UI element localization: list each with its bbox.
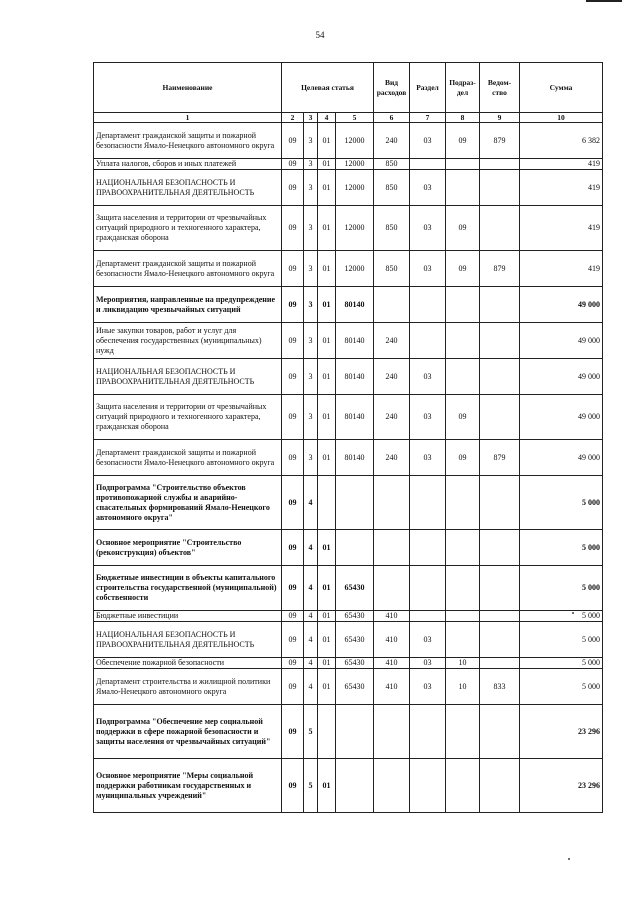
row-event-code: 01	[318, 287, 336, 323]
row-sum: 49 000	[520, 323, 603, 359]
scan-speck	[568, 858, 570, 860]
row-subprogram-code: 3	[304, 395, 318, 440]
table-row	[94, 440, 603, 476]
row-program-code: 09	[282, 476, 304, 530]
table-row	[94, 359, 603, 395]
row-subprogram-code: 5	[304, 705, 318, 759]
row-podrazdel: 09	[446, 251, 480, 287]
row-podrazdel	[446, 159, 480, 170]
row-vedomstvo	[480, 611, 520, 622]
row-name: Департамент гражданской защиты и пожарной безопасности Ямало-Ненецкого автономного округа	[94, 251, 282, 287]
row-program-code: 09	[282, 206, 304, 251]
row-event-code: 01	[318, 440, 336, 476]
row-vedomstvo: 879	[480, 440, 520, 476]
row-vedomstvo	[480, 658, 520, 669]
row-subprogram-code: 5	[304, 759, 318, 813]
header-razdel: Раздел	[410, 63, 446, 113]
row-direction-code: 80140	[336, 395, 374, 440]
row-vedomstvo	[480, 395, 520, 440]
row-program-code: 09	[282, 658, 304, 669]
table-row	[94, 658, 603, 669]
table-row	[94, 622, 603, 658]
row-direction-code: 80140	[336, 287, 374, 323]
column-number: 8	[446, 113, 480, 123]
table-header-row	[94, 63, 603, 113]
row-vid-raskhodov	[374, 705, 410, 759]
row-name: Иные закупки товаров, работ и услуг для обеспечения государственных (муниципальных) нужд	[94, 323, 282, 359]
row-event-code: 01	[318, 170, 336, 206]
row-sum: 49 000	[520, 359, 603, 395]
row-program-code: 09	[282, 622, 304, 658]
row-vid-raskhodov: 850	[374, 159, 410, 170]
row-subprogram-code: 4	[304, 530, 318, 566]
table-row	[94, 206, 603, 251]
row-subprogram-code: 4	[304, 611, 318, 622]
row-vid-raskhodov: 240	[374, 123, 410, 159]
row-program-code: 09	[282, 705, 304, 759]
row-vid-raskhodov	[374, 566, 410, 611]
row-subprogram-code: 4	[304, 658, 318, 669]
table-row	[94, 611, 603, 622]
column-number: 6	[374, 113, 410, 123]
row-podrazdel: 10	[446, 669, 480, 705]
row-program-code: 09	[282, 566, 304, 611]
table-row	[94, 669, 603, 705]
row-podrazdel	[446, 476, 480, 530]
row-event-code: 01	[318, 658, 336, 669]
row-program-code: 09	[282, 251, 304, 287]
row-razdel: 03	[410, 395, 446, 440]
row-name: Бюджетные инвестиции в объекты капитального строительства государственной (муниципальной) собственности	[94, 566, 282, 611]
row-subprogram-code: 3	[304, 440, 318, 476]
row-program-code: 09	[282, 759, 304, 813]
header-vid-raskhodov: Вид расходов	[374, 63, 410, 113]
row-direction-code: 12000	[336, 170, 374, 206]
row-subprogram-code: 3	[304, 287, 318, 323]
row-vedomstvo	[480, 323, 520, 359]
row-sum: 5 000	[520, 476, 603, 530]
row-name: Обеспечение пожарной безопасности	[94, 658, 282, 669]
row-vid-raskhodov: 410	[374, 611, 410, 622]
row-vid-raskhodov: 410	[374, 622, 410, 658]
row-subprogram-code: 3	[304, 359, 318, 395]
row-vedomstvo: 879	[480, 251, 520, 287]
row-vedomstvo	[480, 476, 520, 530]
row-vid-raskhodov	[374, 759, 410, 813]
row-name: Подпрограмма "Обеспечение мер социальной поддержки в сфере пожарной безопасности и защиты населения от чрезвычайных ситуаций"	[94, 705, 282, 759]
row-direction-code: 65430	[336, 566, 374, 611]
row-razdel	[410, 530, 446, 566]
row-name: Защита населения и территории от чрезвычайных ситуаций природного и техногенного характера, гражданская оборона	[94, 395, 282, 440]
row-sum: 49 000	[520, 287, 603, 323]
corner-scan-mark	[586, 0, 622, 2]
header-vedomstvo: Ведом-ство	[480, 63, 520, 113]
row-direction-code: 12000	[336, 251, 374, 287]
row-vid-raskhodov: 850	[374, 170, 410, 206]
row-program-code: 09	[282, 159, 304, 170]
header-summa: Сумма	[520, 63, 603, 113]
row-razdel	[410, 323, 446, 359]
row-vedomstvo	[480, 359, 520, 395]
row-sum: 5 000	[520, 566, 603, 611]
row-name: Уплата налогов, сборов и иных платежей	[94, 159, 282, 170]
row-direction-code: 80140	[336, 359, 374, 395]
row-razdel	[410, 476, 446, 530]
row-subprogram-code: 3	[304, 170, 318, 206]
row-program-code: 09	[282, 123, 304, 159]
header-podrazdel: Подраз-дел	[446, 63, 480, 113]
row-sum: 419	[520, 251, 603, 287]
row-sum: 5 000	[520, 611, 603, 622]
row-razdel: 03	[410, 359, 446, 395]
row-vid-raskhodov: 850	[374, 206, 410, 251]
row-name: Основное мероприятие "Меры социальной поддержки работникам государственных и муниципальных учреждений"	[94, 759, 282, 813]
row-vid-raskhodov: 240	[374, 359, 410, 395]
row-razdel: 03	[410, 251, 446, 287]
row-sum: 49 000	[520, 395, 603, 440]
row-razdel: 03	[410, 206, 446, 251]
row-event-code: 01	[318, 359, 336, 395]
row-razdel: 03	[410, 622, 446, 658]
row-subprogram-code: 3	[304, 251, 318, 287]
row-direction-code	[336, 759, 374, 813]
row-program-code: 09	[282, 359, 304, 395]
row-name: НАЦИОНАЛЬНАЯ БЕЗОПАСНОСТЬ И ПРАВООХРАНИТЕЛЬНАЯ ДЕЯТЕЛЬНОСТЬ	[94, 359, 282, 395]
budget-table	[93, 62, 603, 813]
row-direction-code	[336, 705, 374, 759]
column-number-row	[94, 113, 603, 123]
row-direction-code: 65430	[336, 658, 374, 669]
row-podrazdel	[446, 323, 480, 359]
row-vedomstvo	[480, 759, 520, 813]
row-vid-raskhodov: 240	[374, 323, 410, 359]
table-row	[94, 530, 603, 566]
row-subprogram-code: 3	[304, 323, 318, 359]
table-row	[94, 476, 603, 530]
row-podrazdel: 09	[446, 395, 480, 440]
row-vid-raskhodov: 410	[374, 658, 410, 669]
row-razdel	[410, 287, 446, 323]
row-podrazdel	[446, 359, 480, 395]
table-body	[94, 123, 603, 813]
row-direction-code: 65430	[336, 611, 374, 622]
row-program-code: 09	[282, 323, 304, 359]
row-vedomstvo	[480, 287, 520, 323]
row-event-code: 01	[318, 530, 336, 566]
row-vid-raskhodov: 240	[374, 395, 410, 440]
row-direction-code: 80140	[336, 440, 374, 476]
row-razdel	[410, 159, 446, 170]
row-direction-code: 80140	[336, 323, 374, 359]
row-direction-code: 65430	[336, 622, 374, 658]
row-sum: 419	[520, 159, 603, 170]
row-name: НАЦИОНАЛЬНАЯ БЕЗОПАСНОСТЬ И ПРАВООХРАНИТЕЛЬНАЯ ДЕЯТЕЛЬНОСТЬ	[94, 170, 282, 206]
row-razdel: 03	[410, 170, 446, 206]
row-event-code: 01	[318, 123, 336, 159]
row-subprogram-code: 3	[304, 159, 318, 170]
row-vedomstvo	[480, 705, 520, 759]
row-subprogram-code: 3	[304, 206, 318, 251]
row-podrazdel	[446, 566, 480, 611]
row-event-code	[318, 476, 336, 530]
column-number: 7	[410, 113, 446, 123]
row-sum: 5 000	[520, 622, 603, 658]
row-event-code: 01	[318, 251, 336, 287]
row-sum: 23 296	[520, 759, 603, 813]
row-vedomstvo	[480, 622, 520, 658]
row-subprogram-code: 4	[304, 566, 318, 611]
row-name: Департамент гражданской защиты и пожарной безопасности Ямало-Ненецкого автономного округа	[94, 440, 282, 476]
table-row	[94, 566, 603, 611]
table-row	[94, 123, 603, 159]
row-event-code: 01	[318, 159, 336, 170]
row-event-code: 01	[318, 669, 336, 705]
row-subprogram-code: 4	[304, 622, 318, 658]
row-podrazdel: 09	[446, 123, 480, 159]
row-razdel: 03	[410, 669, 446, 705]
row-program-code: 09	[282, 170, 304, 206]
column-number: 10	[520, 113, 603, 123]
row-podrazdel	[446, 611, 480, 622]
table-row	[94, 287, 603, 323]
scan-speck	[572, 612, 574, 614]
row-direction-code: 65430	[336, 669, 374, 705]
row-event-code	[318, 705, 336, 759]
table-row	[94, 705, 603, 759]
column-number: 4	[318, 113, 336, 123]
row-razdel	[410, 759, 446, 813]
row-vid-raskhodov	[374, 530, 410, 566]
row-program-code: 09	[282, 395, 304, 440]
row-program-code: 09	[282, 440, 304, 476]
row-direction-code: 12000	[336, 206, 374, 251]
column-number: 3	[304, 113, 318, 123]
row-sum: 49 000	[520, 440, 603, 476]
row-vedomstvo	[480, 159, 520, 170]
row-name: Департамент строительства и жилищной политики Ямало-Ненецкого автономного округа	[94, 669, 282, 705]
row-vid-raskhodov	[374, 476, 410, 530]
row-name: НАЦИОНАЛЬНАЯ БЕЗОПАСНОСТЬ И ПРАВООХРАНИТЕЛЬНАЯ ДЕЯТЕЛЬНОСТЬ	[94, 622, 282, 658]
column-number: 2	[282, 113, 304, 123]
row-sum: 5 000	[520, 669, 603, 705]
row-subprogram-code: 4	[304, 476, 318, 530]
row-podrazdel	[446, 622, 480, 658]
row-sum: 5 000	[520, 658, 603, 669]
row-vedomstvo	[480, 566, 520, 611]
column-number: 5	[336, 113, 374, 123]
row-razdel	[410, 566, 446, 611]
row-name: Департамент гражданской защиты и пожарной безопасности Ямало-Ненецкого автономного округа	[94, 123, 282, 159]
row-podrazdel	[446, 530, 480, 566]
row-event-code: 01	[318, 566, 336, 611]
row-podrazdel: 09	[446, 206, 480, 251]
row-vedomstvo: 879	[480, 123, 520, 159]
table-row	[94, 323, 603, 359]
page-number: 54	[315, 30, 325, 40]
row-event-code: 01	[318, 323, 336, 359]
row-razdel: 03	[410, 440, 446, 476]
row-podrazdel: 09	[446, 440, 480, 476]
row-subprogram-code: 3	[304, 123, 318, 159]
row-vid-raskhodov: 240	[374, 440, 410, 476]
header-name: Наименование	[94, 63, 282, 113]
row-podrazdel	[446, 170, 480, 206]
row-vedomstvo	[480, 530, 520, 566]
row-name: Подпрограмма "Строительство объектов противопожарной службы и аварийно-спасательных формирований Ямало-Ненецкого автономного округа"	[94, 476, 282, 530]
table-row	[94, 395, 603, 440]
row-name: Основное мероприятие "Строительство (реконструкция) объектов"	[94, 530, 282, 566]
row-vedomstvo	[480, 170, 520, 206]
row-podrazdel	[446, 287, 480, 323]
row-subprogram-code: 4	[304, 669, 318, 705]
row-program-code: 09	[282, 669, 304, 705]
row-name: Бюджетные инвестиции	[94, 611, 282, 622]
row-podrazdel	[446, 705, 480, 759]
row-program-code: 09	[282, 287, 304, 323]
row-event-code: 01	[318, 611, 336, 622]
row-program-code: 09	[282, 611, 304, 622]
row-program-code: 09	[282, 530, 304, 566]
row-razdel	[410, 705, 446, 759]
column-number: 1	[94, 113, 282, 123]
row-direction-code: 12000	[336, 159, 374, 170]
row-razdel: 03	[410, 123, 446, 159]
row-sum: 419	[520, 206, 603, 251]
row-event-code: 01	[318, 622, 336, 658]
table-row	[94, 251, 603, 287]
row-vedomstvo	[480, 206, 520, 251]
row-sum: 5 000	[520, 530, 603, 566]
column-number: 9	[480, 113, 520, 123]
row-razdel	[410, 611, 446, 622]
header-target-article: Целевая статья	[282, 63, 374, 113]
row-razdel: 03	[410, 658, 446, 669]
row-name: Мероприятия, направленные на предупреждение и ликвидацию чрезвычайных ситуаций	[94, 287, 282, 323]
row-name: Защита населения и территории от чрезвычайных ситуаций природного и техногенного характера, гражданская оборона	[94, 206, 282, 251]
table-row	[94, 159, 603, 170]
row-vid-raskhodov	[374, 287, 410, 323]
row-event-code: 01	[318, 206, 336, 251]
row-podrazdel: 10	[446, 658, 480, 669]
row-sum: 23 296	[520, 705, 603, 759]
row-vid-raskhodov: 850	[374, 251, 410, 287]
row-sum: 6 382	[520, 123, 603, 159]
row-direction-code	[336, 476, 374, 530]
table-row	[94, 759, 603, 813]
table-row	[94, 170, 603, 206]
row-vedomstvo: 833	[480, 669, 520, 705]
row-podrazdel	[446, 759, 480, 813]
row-event-code: 01	[318, 759, 336, 813]
row-direction-code: 12000	[336, 123, 374, 159]
row-event-code: 01	[318, 395, 336, 440]
row-sum: 419	[520, 170, 603, 206]
row-direction-code	[336, 530, 374, 566]
row-vid-raskhodov: 410	[374, 669, 410, 705]
